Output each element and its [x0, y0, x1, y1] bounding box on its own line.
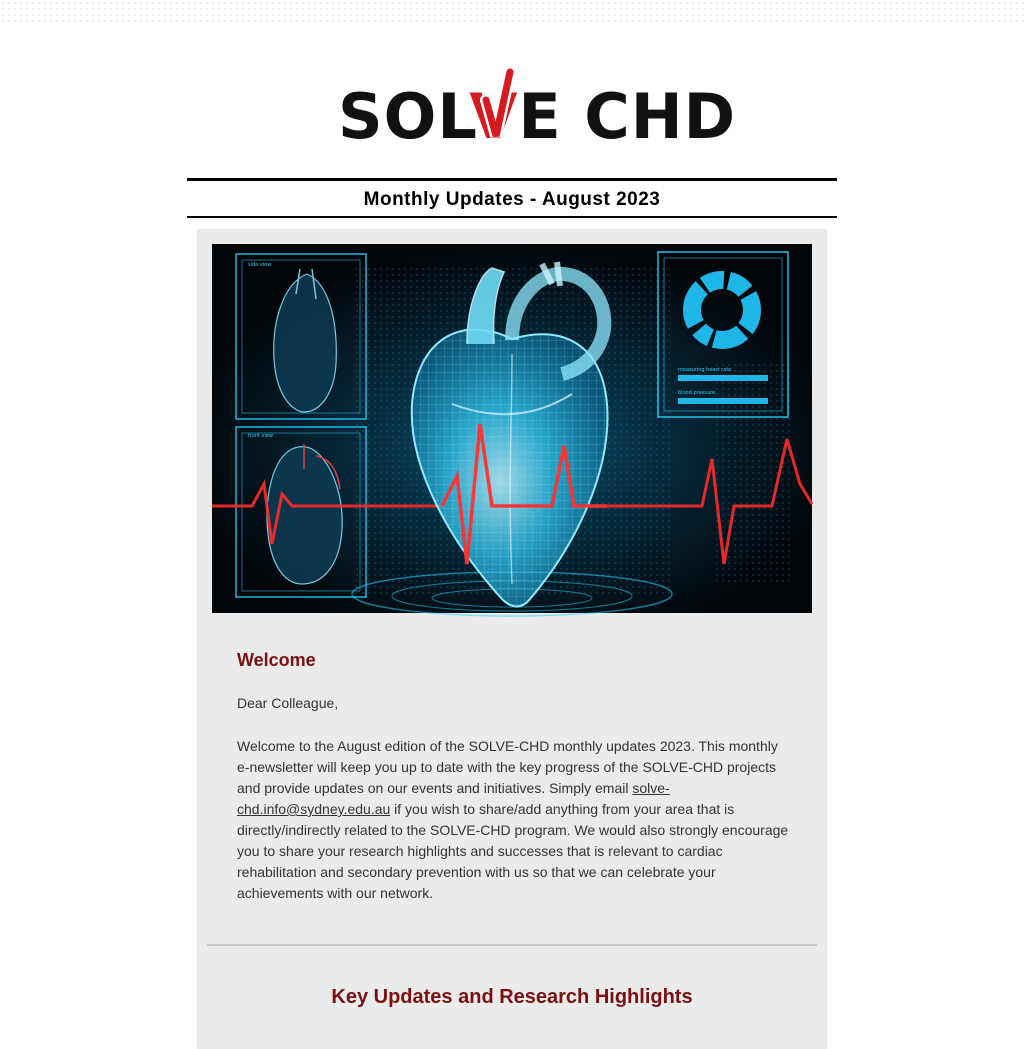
logo-text-left: SOL: [338, 80, 470, 153]
logo-text-right: E CHD: [518, 80, 737, 153]
hud-label-rate: measuring heart rate: [678, 367, 732, 373]
newsletter-body: [197, 229, 827, 1049]
solve-chd-logo[interactable]: [336, 66, 737, 153]
svg-text:SOLVE CHD: [338, 80, 736, 153]
welcome-paragraph: [237, 736, 793, 904]
welcome-paragraph-after: if you wish to share/add anything from your area that is directly/indirectly related to the SOLVE-CHD program. We would also strongly encourage you to share your research highlights and successes that is relevant to cardiac rehabilitation and secondary prevention with us so that we can celebrate your achievements with our network.: [237, 801, 789, 901]
newsletter-subject: Monthly Updates - August 2023: [363, 189, 661, 210]
hero-image[interactable]: [212, 244, 812, 613]
header-rule-bottom: [187, 216, 837, 218]
welcome-heading: Welcome: [237, 650, 316, 670]
hud-bar-pressure: [678, 398, 768, 404]
welcome-paragraph-before: Welcome to the August edition of the SOLVE-CHD monthly updates 2023. This monthly e-newsletter will keep you up to date with the key progress of the SOLVE-CHD projects and provide updates on our events and initiatives. Simply email: [237, 738, 778, 796]
hud-label-top: side view: [248, 262, 272, 268]
hud-label-pressure: blood pressure: [678, 390, 716, 396]
hud-bar-rate: [678, 375, 768, 381]
top-pattern-strip: [0, 0, 1024, 26]
email-link[interactable]: solve-chd.info@sydney.edu.au: [237, 780, 670, 817]
logo-text-mid: V: [469, 80, 519, 153]
key-updates-heading: Key Updates and Research Highlights: [331, 986, 693, 1008]
hud-label-bottom: front view: [248, 433, 273, 439]
greeting-text: Dear Colleague,: [237, 695, 339, 711]
header-rule-top: [187, 178, 837, 181]
section-divider: [207, 944, 817, 946]
